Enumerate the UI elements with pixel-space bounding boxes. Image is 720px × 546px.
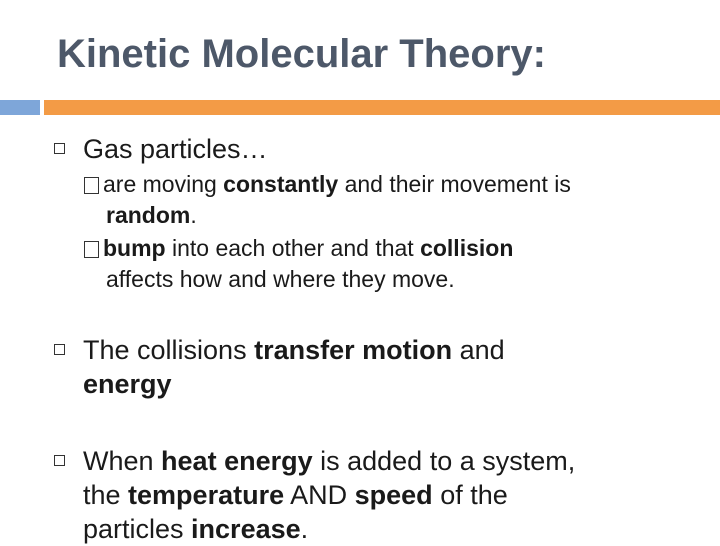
title-rule-accent-blue: [0, 100, 40, 115]
bullet-gas-particles: Gas particles…: [83, 134, 268, 164]
sub-bullet-box-icon: [84, 177, 99, 194]
bullet-box-icon: [54, 344, 65, 355]
sub-bullet-bump: bump into each other and that collision affects how and where they move.: [84, 233, 704, 295]
slide-title: Kinetic Molecular Theory:: [57, 32, 546, 76]
bullet-box-icon: [54, 143, 65, 154]
sub-bullet-moving: are moving constantly and their movement is random.: [84, 169, 704, 231]
bullet-heat-energy: When heat energy is added to a system, the temperature AND speed of the particles increase.: [83, 446, 576, 544]
title-rule-accent-orange: [44, 100, 720, 115]
bullet-collisions: The collisions transfer motion and energy: [83, 335, 505, 399]
bullet-box-icon: [54, 455, 65, 466]
sub-bullet-box-icon: [84, 241, 99, 258]
